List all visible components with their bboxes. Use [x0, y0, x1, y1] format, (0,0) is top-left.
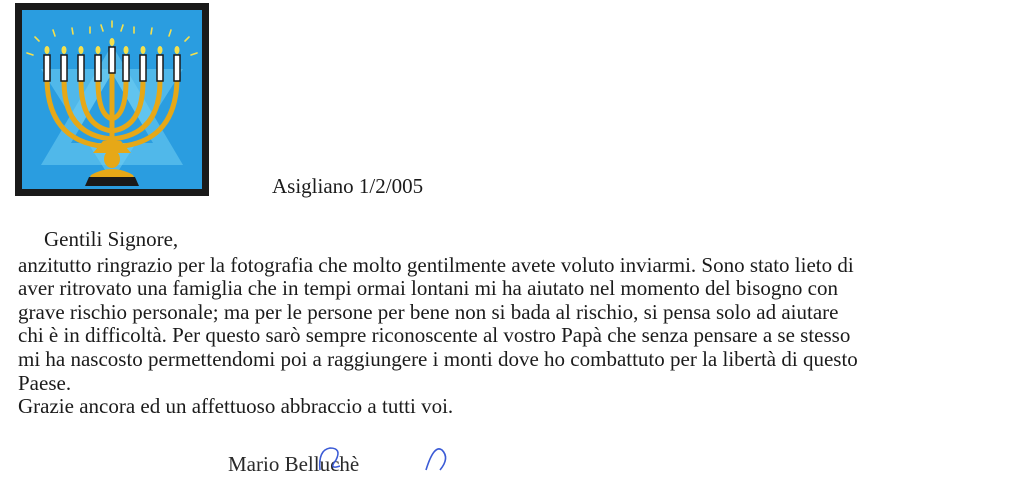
menorah-logo [15, 3, 209, 196]
place-and-date: Asigliano 1/2/005 [272, 174, 424, 198]
letter-line: aver ritrovato una famiglia che in tempi ormai lontani mi ha aiutato nel momento del bisogno con [18, 276, 838, 301]
handwritten-signature [228, 440, 468, 474]
letter-line: Grazie ancora ed un affettuoso abbraccio a tutti voi. [18, 394, 454, 419]
salutation: Gentili Signore, [44, 227, 179, 251]
signature-name: Mario Belluchè [228, 452, 360, 476]
letter-line: Paese. [18, 370, 72, 395]
signature-area [228, 452, 468, 482]
letter-body [18, 228, 1018, 419]
letter-line: grave rischio personale; ma per le persone per bene non si bada al rischio, si pensa solo ad aiutare [18, 299, 839, 324]
letter-line: anzitutto ringrazio per la fotografia che molto gentilmente avete voluto inviarmi. Sono stato lieto di [18, 252, 854, 277]
letter-line: chi è in difficoltà. Per questo sarò sempre riconoscente al vostro Papà che senza pensare a se stesso [18, 323, 851, 348]
letter-line: mi ha nascosto permettendomi poi a raggiungere i monti dove ho combattuto per la libertà di questo [18, 346, 858, 371]
